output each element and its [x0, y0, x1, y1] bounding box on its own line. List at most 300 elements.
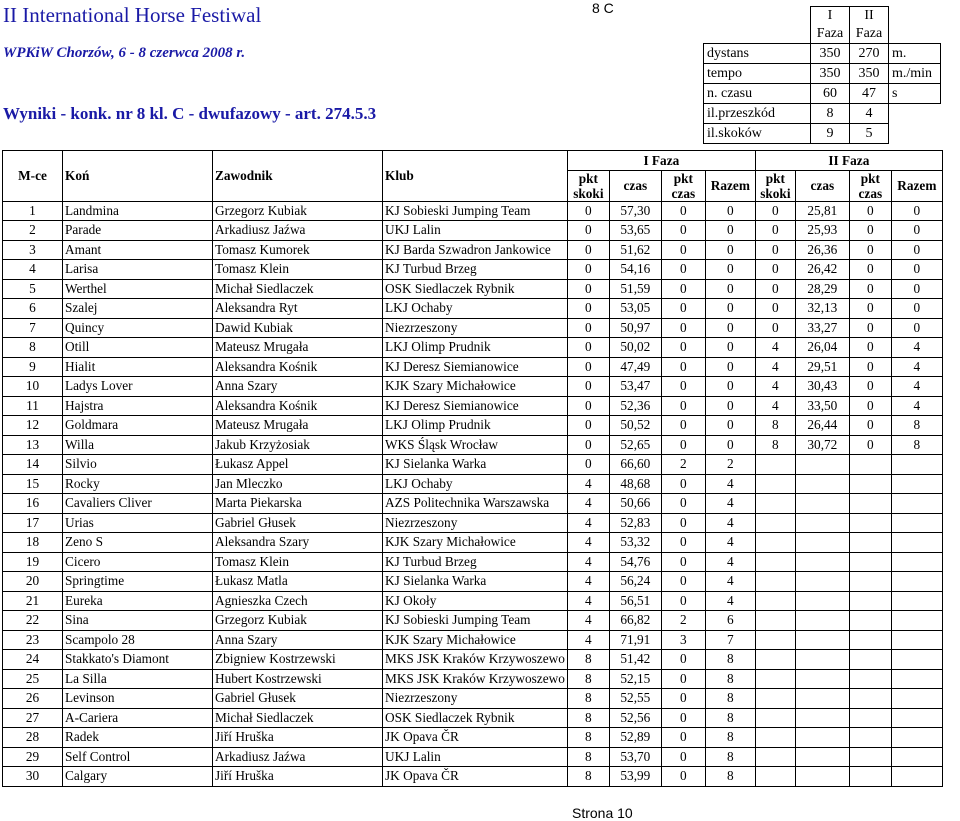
cell-f2-pkt-czas: 0 — [849, 377, 891, 397]
cell-f1-pkt-skoki: 4 — [567, 591, 609, 611]
cell-place: 27 — [3, 708, 63, 728]
cell-f2-czas — [795, 513, 849, 533]
cell-f2-razem — [891, 708, 942, 728]
cell-rider: Tomasz Klein — [213, 260, 383, 280]
cell-f1-razem: 8 — [705, 669, 755, 689]
cell-f1-pkt-czas: 0 — [661, 279, 705, 299]
cell-f2-czas — [795, 572, 849, 592]
cell-f2-razem: 4 — [891, 396, 942, 416]
cell-rider: Gabriel Głusek — [213, 513, 383, 533]
cell-club: AZS Politechnika Warszawska — [383, 494, 568, 514]
cell-place: 24 — [3, 650, 63, 670]
cell-club: KJ Turbud Brzeg — [383, 552, 568, 572]
cell-f1-pkt-skoki: 4 — [567, 494, 609, 514]
cell-f2-razem: 0 — [891, 260, 942, 280]
competition-results-heading: Wyniki - konk. nr 8 kl. C - dwufazowy - art. 274.5.3 — [3, 104, 377, 123]
cell-f2-pkt-czas — [849, 591, 891, 611]
cell-f1-pkt-czas: 2 — [661, 611, 705, 631]
cell-f1-pkt-skoki: 0 — [567, 357, 609, 377]
cell-horse: Springtime — [63, 572, 213, 592]
cell-rider: Grzegorz Kubiak — [213, 611, 383, 631]
cell-f2-czas — [795, 689, 849, 709]
cell-horse: Radek — [63, 728, 213, 748]
cell-f1-razem: 0 — [705, 338, 755, 358]
cell-f2-czas — [795, 728, 849, 748]
cell-f2-pkt-czas — [849, 669, 891, 689]
cell-f1-czas: 54,76 — [609, 552, 661, 572]
cell-f2-pkt-skoki — [755, 767, 795, 787]
cell-horse: Stakkato's Diamont — [63, 650, 213, 670]
cell-f1-razem: 0 — [705, 201, 755, 221]
cell-f1-razem: 4 — [705, 591, 755, 611]
col-header-pkt-skoki-1: pkt skoki — [567, 170, 609, 201]
cell-f2-pkt-czas: 0 — [849, 318, 891, 338]
cell-f2-pkt-czas — [849, 455, 891, 475]
cell-horse: Quincy — [63, 318, 213, 338]
cell-f2-czas: 30,43 — [795, 377, 849, 397]
cell-f2-razem: 0 — [891, 318, 942, 338]
info-col-faza2: II Faza — [850, 7, 889, 44]
cell-horse: Self Control — [63, 747, 213, 767]
cell-rider: Arkadiusz Jaźwa — [213, 747, 383, 767]
cell-horse: Landmina — [63, 201, 213, 221]
cell-horse: Otill — [63, 338, 213, 358]
info-row: tempo 350 350 m./min — [704, 64, 941, 84]
cell-place: 28 — [3, 728, 63, 748]
cell-f2-czas — [795, 669, 849, 689]
cell-f2-pkt-czas — [849, 630, 891, 650]
cell-f2-pkt-czas: 0 — [849, 416, 891, 436]
cell-club: UKJ Lalin — [383, 221, 568, 241]
cell-f2-razem: 8 — [891, 416, 942, 436]
cell-f2-razem — [891, 533, 942, 553]
page-number: Strona 10 — [572, 805, 633, 821]
cell-rider: Aleksandra Kośnik — [213, 396, 383, 416]
cell-f1-czas: 52,36 — [609, 396, 661, 416]
cell-f2-pkt-czas — [849, 767, 891, 787]
cell-club: MKS JSK Kraków Krzywoszewo — [383, 669, 568, 689]
cell-f1-czas: 53,65 — [609, 221, 661, 241]
cell-f2-pkt-skoki — [755, 591, 795, 611]
cell-f2-razem — [891, 728, 942, 748]
cell-f1-pkt-czas: 0 — [661, 299, 705, 319]
cell-club: KJ Sielanka Warka — [383, 455, 568, 475]
table-row — [3, 591, 943, 611]
cell-f1-razem: 8 — [705, 708, 755, 728]
cell-f2-razem — [891, 474, 942, 494]
cell-horse: Zeno S — [63, 533, 213, 553]
cell-f1-czas: 50,52 — [609, 416, 661, 436]
cell-rider: Tomasz Kumorek — [213, 240, 383, 260]
cell-club: KJ Deresz Siemianowice — [383, 396, 568, 416]
cell-f2-czas: 26,36 — [795, 240, 849, 260]
cell-f2-pkt-skoki: 4 — [755, 396, 795, 416]
cell-f1-czas: 56,51 — [609, 591, 661, 611]
cell-f1-czas: 66,82 — [609, 611, 661, 631]
cell-f2-czas: 32,13 — [795, 299, 849, 319]
cell-f1-pkt-czas: 0 — [661, 494, 705, 514]
cell-f1-czas: 52,65 — [609, 435, 661, 455]
cell-f2-pkt-skoki: 0 — [755, 299, 795, 319]
cell-f2-pkt-skoki — [755, 611, 795, 631]
table-row — [3, 533, 943, 553]
table-row — [3, 572, 943, 592]
cell-f2-czas — [795, 767, 849, 787]
table-row — [3, 221, 943, 241]
col-header-pkt-czas-1: pkt czas — [661, 170, 705, 201]
col-header-czas-2: czas — [795, 170, 849, 201]
cell-f1-pkt-czas: 0 — [661, 650, 705, 670]
cell-horse: A-Cariera — [63, 708, 213, 728]
cell-f1-razem: 4 — [705, 513, 755, 533]
cell-f2-czas — [795, 455, 849, 475]
cell-club: KJ Okoły — [383, 591, 568, 611]
cell-f1-pkt-skoki: 0 — [567, 396, 609, 416]
cell-rider: Mateusz Mrugała — [213, 416, 383, 436]
results-body — [3, 201, 943, 786]
cell-f1-czas: 50,02 — [609, 338, 661, 358]
cell-f2-czas: 25,93 — [795, 221, 849, 241]
cell-f1-pkt-czas: 0 — [661, 708, 705, 728]
col-header-klub: Klub — [383, 151, 568, 202]
cell-horse: Willa — [63, 435, 213, 455]
cell-f1-pkt-czas: 0 — [661, 591, 705, 611]
cell-f2-pkt-czas: 0 — [849, 396, 891, 416]
cell-rider: Gabriel Głusek — [213, 689, 383, 709]
cell-f1-pkt-skoki: 4 — [567, 552, 609, 572]
cell-f1-razem: 0 — [705, 396, 755, 416]
info-row: dystans 350 270 m. — [704, 44, 941, 64]
cell-f1-pkt-czas: 0 — [661, 689, 705, 709]
cell-f1-pkt-skoki: 4 — [567, 611, 609, 631]
cell-f2-razem — [891, 455, 942, 475]
cell-f2-pkt-skoki — [755, 747, 795, 767]
cell-f2-pkt-skoki — [755, 650, 795, 670]
cell-place: 16 — [3, 494, 63, 514]
cell-place: 9 — [3, 357, 63, 377]
cell-f1-pkt-czas: 0 — [661, 396, 705, 416]
category-label: 8 C — [592, 0, 614, 16]
cell-f1-pkt-czas: 0 — [661, 669, 705, 689]
cell-club: OSK Siedlaczek Rybnik — [383, 279, 568, 299]
cell-horse: Rocky — [63, 474, 213, 494]
cell-f2-pkt-czas: 0 — [849, 260, 891, 280]
cell-horse: Amant — [63, 240, 213, 260]
table-row — [3, 494, 943, 514]
cell-f1-pkt-czas: 0 — [661, 318, 705, 338]
cell-f2-pkt-skoki — [755, 708, 795, 728]
table-row — [3, 630, 943, 650]
cell-horse: Levinson — [63, 689, 213, 709]
cell-horse: Sina — [63, 611, 213, 631]
cell-place: 12 — [3, 416, 63, 436]
cell-f2-pkt-skoki: 0 — [755, 240, 795, 260]
table-header-row-1 — [3, 151, 943, 171]
cell-f2-razem — [891, 611, 942, 631]
cell-f1-pkt-skoki: 0 — [567, 377, 609, 397]
cell-f1-pkt-czas: 0 — [661, 474, 705, 494]
cell-f2-czas: 28,29 — [795, 279, 849, 299]
cell-f2-pkt-czas: 0 — [849, 279, 891, 299]
cell-f1-czas: 51,42 — [609, 650, 661, 670]
cell-place: 4 — [3, 260, 63, 280]
cell-f2-pkt-skoki — [755, 513, 795, 533]
table-row — [3, 708, 943, 728]
cell-f2-czas: 26,04 — [795, 338, 849, 358]
cell-place: 3 — [3, 240, 63, 260]
cell-horse: La Silla — [63, 669, 213, 689]
cell-horse: Cicero — [63, 552, 213, 572]
cell-club: KJK Szary Michałowice — [383, 630, 568, 650]
table-row — [3, 260, 943, 280]
cell-f1-pkt-skoki: 0 — [567, 279, 609, 299]
cell-f1-razem: 4 — [705, 494, 755, 514]
cell-f2-razem — [891, 494, 942, 514]
cell-f2-czas — [795, 747, 849, 767]
table-row — [3, 279, 943, 299]
cell-f1-razem: 0 — [705, 435, 755, 455]
cell-f2-razem: 4 — [891, 377, 942, 397]
cell-f2-razem — [891, 689, 942, 709]
col-header-zawodnik: Zawodnik — [213, 151, 383, 202]
cell-f2-czas: 26,44 — [795, 416, 849, 436]
cell-horse: Parade — [63, 221, 213, 241]
cell-f2-razem — [891, 767, 942, 787]
cell-f2-czas — [795, 630, 849, 650]
cell-club: UKJ Lalin — [383, 747, 568, 767]
cell-horse: Goldmara — [63, 416, 213, 436]
cell-f1-pkt-skoki: 0 — [567, 338, 609, 358]
cell-f2-pkt-skoki — [755, 494, 795, 514]
cell-horse: Hajstra — [63, 396, 213, 416]
cell-f1-pkt-czas: 0 — [661, 260, 705, 280]
cell-club: KJ Deresz Siemianowice — [383, 357, 568, 377]
table-row — [3, 338, 943, 358]
cell-f2-czas — [795, 591, 849, 611]
cell-rider: Tomasz Klein — [213, 552, 383, 572]
cell-rider: Jiří Hruška — [213, 728, 383, 748]
cell-f1-czas: 52,83 — [609, 513, 661, 533]
cell-f2-razem: 0 — [891, 240, 942, 260]
cell-f1-pkt-skoki: 8 — [567, 650, 609, 670]
cell-club: LKJ Ochaby — [383, 474, 568, 494]
cell-f2-pkt-czas — [849, 611, 891, 631]
cell-rider: Agnieszka Czech — [213, 591, 383, 611]
cell-horse: Werthel — [63, 279, 213, 299]
cell-f1-pkt-skoki: 0 — [567, 260, 609, 280]
col-header-kon: Koń — [63, 151, 213, 202]
cell-f2-pkt-skoki — [755, 455, 795, 475]
document-title: II International Horse Festiwal — [3, 3, 262, 27]
col-header-razem-2: Razem — [891, 170, 942, 201]
col-header-pkt-skoki-2: pkt skoki — [755, 170, 795, 201]
cell-f1-czas: 50,66 — [609, 494, 661, 514]
cell-f1-pkt-skoki: 0 — [567, 299, 609, 319]
table-row — [3, 396, 943, 416]
course-info-table — [703, 6, 941, 144]
results-table — [2, 150, 943, 787]
cell-f2-razem — [891, 669, 942, 689]
table-row — [3, 513, 943, 533]
cell-f2-pkt-czas: 0 — [849, 338, 891, 358]
cell-place: 18 — [3, 533, 63, 553]
cell-f1-czas: 56,24 — [609, 572, 661, 592]
cell-f1-pkt-skoki: 8 — [567, 669, 609, 689]
cell-f2-pkt-czas — [849, 552, 891, 572]
cell-f2-pkt-skoki — [755, 474, 795, 494]
cell-f1-pkt-czas: 0 — [661, 221, 705, 241]
cell-f2-pkt-czas — [849, 650, 891, 670]
cell-horse: Cavaliers Cliver — [63, 494, 213, 514]
cell-f1-razem: 0 — [705, 260, 755, 280]
cell-f2-pkt-skoki: 0 — [755, 201, 795, 221]
cell-club: KJ Barda Szwadron Jankowice — [383, 240, 568, 260]
cell-rider: Arkadiusz Jaźwa — [213, 221, 383, 241]
cell-f1-pkt-czas: 0 — [661, 435, 705, 455]
cell-place: 19 — [3, 552, 63, 572]
cell-f1-razem: 4 — [705, 474, 755, 494]
cell-f1-razem: 0 — [705, 279, 755, 299]
cell-f1-czas: 51,62 — [609, 240, 661, 260]
cell-place: 7 — [3, 318, 63, 338]
cell-f1-pkt-skoki: 8 — [567, 767, 609, 787]
cell-f1-czas: 53,47 — [609, 377, 661, 397]
cell-rider: Grzegorz Kubiak — [213, 201, 383, 221]
cell-f1-razem: 4 — [705, 552, 755, 572]
table-row — [3, 552, 943, 572]
cell-club: LKJ Ochaby — [383, 299, 568, 319]
cell-rider: Łukasz Appel — [213, 455, 383, 475]
cell-f1-czas: 51,59 — [609, 279, 661, 299]
table-row — [3, 650, 943, 670]
cell-rider: Zbigniew Kostrzewski — [213, 650, 383, 670]
cell-f2-czas: 30,72 — [795, 435, 849, 455]
cell-f1-czas: 54,16 — [609, 260, 661, 280]
cell-club: Niezrzeszony — [383, 318, 568, 338]
cell-f1-pkt-skoki: 0 — [567, 240, 609, 260]
info-row: il.przeszkód 8 4 — [704, 104, 941, 124]
cell-f1-razem: 0 — [705, 377, 755, 397]
table-row — [3, 728, 943, 748]
cell-place: 10 — [3, 377, 63, 397]
col-header-czas-1: czas — [609, 170, 661, 201]
cell-f2-razem: 4 — [891, 357, 942, 377]
cell-f2-razem — [891, 591, 942, 611]
cell-f1-razem: 0 — [705, 357, 755, 377]
cell-rider: Anna Szary — [213, 630, 383, 650]
cell-place: 2 — [3, 221, 63, 241]
cell-place: 13 — [3, 435, 63, 455]
cell-f2-czas — [795, 708, 849, 728]
cell-rider: Mateusz Mrugała — [213, 338, 383, 358]
cell-f2-pkt-skoki: 8 — [755, 416, 795, 436]
cell-f1-razem: 7 — [705, 630, 755, 650]
cell-f2-pkt-czas: 0 — [849, 299, 891, 319]
table-row — [3, 611, 943, 631]
table-row — [3, 299, 943, 319]
cell-f2-razem — [891, 747, 942, 767]
col-header-faza1: I Faza — [567, 151, 755, 171]
cell-club: JK Opava ČR — [383, 728, 568, 748]
cell-place: 17 — [3, 513, 63, 533]
cell-f1-czas: 53,32 — [609, 533, 661, 553]
cell-f2-pkt-skoki: 4 — [755, 338, 795, 358]
cell-f1-pkt-czas: 0 — [661, 728, 705, 748]
cell-horse: Szalej — [63, 299, 213, 319]
cell-club: WKS Śląsk Wrocław — [383, 435, 568, 455]
col-header-razem-1: Razem — [705, 170, 755, 201]
cell-f1-czas: 50,97 — [609, 318, 661, 338]
cell-horse: Hialit — [63, 357, 213, 377]
cell-f2-pkt-skoki: 8 — [755, 435, 795, 455]
cell-f1-pkt-czas: 2 — [661, 455, 705, 475]
cell-horse: Larisa — [63, 260, 213, 280]
table-row — [3, 357, 943, 377]
cell-f2-pkt-czas — [849, 728, 891, 748]
cell-f1-pkt-czas: 0 — [661, 201, 705, 221]
cell-rider: Dawid Kubiak — [213, 318, 383, 338]
cell-f2-razem — [891, 513, 942, 533]
cell-f1-czas: 53,99 — [609, 767, 661, 787]
table-row — [3, 747, 943, 767]
cell-f1-pkt-skoki: 4 — [567, 513, 609, 533]
cell-f1-pkt-skoki: 8 — [567, 728, 609, 748]
table-row — [3, 669, 943, 689]
cell-f1-razem: 8 — [705, 767, 755, 787]
cell-f2-pkt-skoki: 0 — [755, 221, 795, 241]
cell-f1-czas: 53,05 — [609, 299, 661, 319]
cell-f2-pkt-skoki: 0 — [755, 318, 795, 338]
cell-f1-razem: 4 — [705, 533, 755, 553]
table-row — [3, 474, 943, 494]
cell-f1-pkt-skoki: 0 — [567, 435, 609, 455]
cell-f2-pkt-skoki — [755, 630, 795, 650]
col-header-mce: M-ce — [3, 151, 63, 202]
cell-f1-czas: 48,68 — [609, 474, 661, 494]
col-header-pkt-czas-2: pkt czas — [849, 170, 891, 201]
table-row — [3, 689, 943, 709]
cell-f1-razem: 8 — [705, 728, 755, 748]
cell-horse: Scampolo 28 — [63, 630, 213, 650]
cell-f2-pkt-skoki: 0 — [755, 260, 795, 280]
cell-f2-pkt-skoki — [755, 689, 795, 709]
cell-place: 21 — [3, 591, 63, 611]
cell-f2-czas: 29,51 — [795, 357, 849, 377]
cell-f1-czas: 52,56 — [609, 708, 661, 728]
cell-f2-razem — [891, 630, 942, 650]
cell-place: 1 — [3, 201, 63, 221]
cell-f1-czas: 57,30 — [609, 201, 661, 221]
cell-f2-czas — [795, 474, 849, 494]
table-row — [3, 416, 943, 436]
cell-f1-pkt-czas: 0 — [661, 513, 705, 533]
event-venue-date: WPKiW Chorzów, 6 - 8 czerwca 2008 r. — [3, 45, 246, 61]
cell-f2-pkt-czas: 0 — [849, 201, 891, 221]
cell-f1-czas: 66,60 — [609, 455, 661, 475]
cell-f1-pkt-czas: 0 — [661, 552, 705, 572]
cell-f1-razem: 8 — [705, 689, 755, 709]
cell-f1-pkt-skoki: 4 — [567, 572, 609, 592]
cell-f2-czas — [795, 533, 849, 553]
cell-f2-pkt-skoki: 4 — [755, 357, 795, 377]
cell-place: 5 — [3, 279, 63, 299]
cell-f2-pkt-skoki — [755, 552, 795, 572]
info-header-row — [704, 7, 941, 44]
cell-f1-pkt-skoki: 8 — [567, 747, 609, 767]
table-row — [3, 240, 943, 260]
table-row — [3, 455, 943, 475]
cell-horse: Eureka — [63, 591, 213, 611]
